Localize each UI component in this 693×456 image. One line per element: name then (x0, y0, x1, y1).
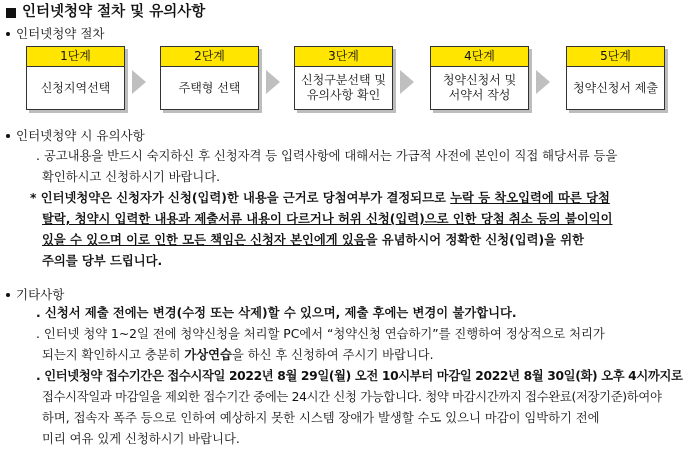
procedure-steps (26, 46, 686, 112)
other-line: . 인터넷청약 접수기간은 접수시작일 2022년 8월 29일(월) 오전 10시부터 마감일 2022년 8월 30일(화) 오후 4시까지로 (36, 369, 683, 383)
step-5 (566, 46, 665, 110)
other-line: 미리 여유 있게 신청하시기 바랍니다. (42, 432, 240, 446)
other-line: . 인터넷 청약 1~2일 전에 청약신청을 처리할 PC에서 “청약신청 연습하기”를 진행하여 정상적으로 처리가 (36, 327, 605, 341)
caution-note-underlined: 누락 등 착오입력에 따른 당첨 (450, 191, 610, 205)
caution-note-line: 탈락, 청약시 입력한 내용과 제출서류 내용이 다르거나 허위 신청(입력)으로 인한 당첨 취소 등의 불이익이 (42, 212, 613, 226)
step-4-stage: 4단계 (431, 47, 528, 67)
bullet-others (6, 287, 64, 302)
step-3 (294, 46, 393, 110)
step-2-desc: 주택형 선택 (178, 80, 241, 95)
caution-note-line (36, 230, 686, 251)
others-body (36, 303, 686, 450)
dot-bullet-icon (6, 32, 10, 36)
caution-note-line: 주의를 당부 드립니다. (42, 254, 163, 268)
caution-line: . 공고내용을 반드시 숙지하신 후 신청자격 등 입력사항에 대해서는 가급적 사전에 본인이 직접 해당서류 등을 (36, 149, 618, 163)
caution-note-line (30, 188, 686, 209)
dot-bullet-icon (6, 293, 10, 297)
other-text: 을 하신 후 신청하여 주시기 바랍니다. (231, 348, 434, 362)
arrow-right-icon (400, 70, 414, 94)
step-1-desc: 신청지역선택 (40, 80, 111, 95)
step-5-desc: 청약신청서 제출 (573, 80, 658, 95)
bullet-procedure (6, 26, 105, 41)
procedure-heading: 인터넷청약 절차 (16, 26, 105, 41)
other-line: 하며, 접속자 폭주 등으로 인하여 예상하지 못한 시스템 장애가 발생할 수도 있으니 마감이 임박하기 전에 (42, 411, 600, 425)
bullet-cautions (6, 128, 145, 143)
caution-note-text: 을 유념하시어 정확한 신청(입력)을 위한 (365, 233, 585, 247)
arrow-right-icon (536, 70, 550, 94)
other-line: 접수시작일과 마감일을 제외한 접수기간 중에는 24시간 신청 가능합니다. 청약 마감시간까지 접수완료(저장기준)하여야 (42, 390, 662, 404)
other-text: 되는지 확인하시고 충분히 (42, 348, 185, 362)
dot-bullet-icon (6, 134, 10, 138)
step-1 (26, 46, 125, 110)
square-bullet-icon (6, 8, 16, 18)
other-line (36, 345, 686, 366)
arrow-right-icon (132, 70, 146, 94)
section-title (6, 4, 205, 21)
other-line: . 신청서 제출 전에는 변경(수정 또는 삭제)할 수 있으며, 제출 후에는 변경이 불가합니다. (36, 306, 517, 320)
step-2 (160, 46, 259, 110)
section-title-text: 인터넷청약 절차 및 유의사항 (22, 4, 206, 20)
step-1-stage: 1단계 (27, 47, 124, 67)
step-3-stage: 3단계 (295, 47, 392, 67)
caution-note-underlined: 있을 수 있으며 이로 인한 모든 책임은 신청자 본인에게 있음 (42, 233, 366, 247)
step-5-stage: 5단계 (567, 47, 664, 67)
others-heading: 기타사항 (16, 287, 65, 302)
arrow-right-icon (266, 70, 280, 94)
cautions-body (30, 146, 686, 272)
step-2-stage: 2단계 (161, 47, 258, 67)
caution-line: 확인하시고 신청하시기 바랍니다. (42, 170, 221, 184)
step-4-desc: 청약신청서 및 서약서 작성 (442, 73, 517, 102)
other-bold-text: 가상연습 (184, 348, 232, 362)
step-4 (430, 46, 529, 110)
cautions-heading: 인터넷청약 시 유의사항 (16, 128, 145, 143)
step-3-desc: 신청구분선택 및 유의사항 확인 (301, 73, 386, 102)
caution-note-text: * 인터넷청약은 신청자가 신청(입력)한 내용을 근거로 당첨여부가 결정되므로 (30, 191, 451, 205)
